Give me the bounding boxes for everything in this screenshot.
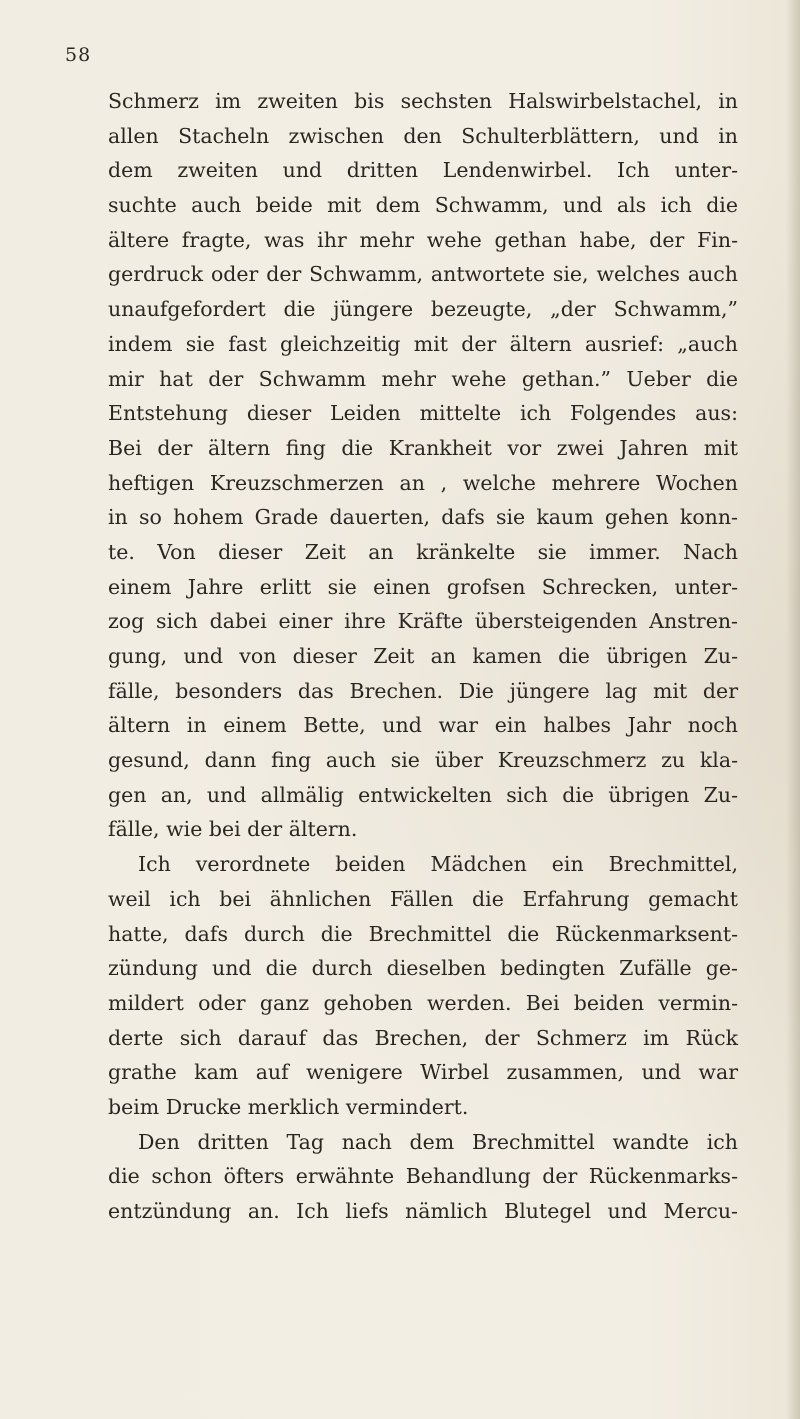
- text-line: einem Jahre erlitt sie einen grofsen Schrecken, unter-: [108, 574, 738, 599]
- text-line: die schon öfters erwähnte Behandlung der Rückenmarks-: [108, 1164, 738, 1189]
- text-line: Schmerz im zweiten bis sechsten Halswirbelstachel, in: [108, 89, 738, 113]
- page-edge-shadow: [786, 0, 800, 1419]
- page-number: 58: [65, 44, 92, 66]
- text-line: dem zweiten und dritten Lendenwirbel. Ich unter-: [108, 158, 738, 183]
- text-line: Bei der ältern fing die Krankheit vor zwei Jahren mit: [108, 435, 738, 460]
- text-line: gen an, und allmälig entwickelten sich die übrigen Zu-: [108, 782, 738, 807]
- text-line: fälle, besonders das Brechen. Die jüngere lag mit der: [108, 678, 738, 703]
- text-line: ältern in einem Bette, und war ein halbes Jahr noch: [108, 713, 738, 738]
- text-line: indem sie fast gleichzeitig mit der ältern ausrief: „auch: [108, 331, 738, 356]
- text-line: derte sich darauf das Brechen, der Schmerz im Rück: [108, 1025, 738, 1050]
- text-line: grathe kam auf wenigere Wirbel zusammen, und war: [108, 1060, 738, 1085]
- text-line: gung, und von dieser Zeit an kamen die übrigen Zu-: [108, 644, 738, 668]
- text-line: allen Stacheln zwischen den Schulterblättern, und in: [108, 123, 738, 148]
- text-line: in so hohem Grade dauerten, dafs sie kaum gehen konn-: [108, 505, 738, 530]
- text-line: mildert oder ganz gehoben werden. Bei beiden vermin-: [108, 990, 738, 1015]
- text-line: Entstehung dieser Leiden mittelte ich Folgendes aus:: [108, 401, 738, 426]
- text-line: Ich verordnete beiden Mädchen ein Brechmittel,: [138, 852, 738, 877]
- text-line: heftigen Kreuzschmerzen an , welche mehrere Wochen: [108, 470, 738, 495]
- text-line: gesund, dann fing auch sie über Kreuzschmerz zu kla-: [108, 748, 738, 773]
- text-line: unaufgefordert die jüngere bezeugte, „der Schwamm,”: [108, 297, 738, 322]
- text-line: zog sich dabei einer ihre Kräfte übersteigenden Anstren-: [108, 609, 738, 634]
- text-line: weil ich bei ähnlichen Fällen die Erfahrung gemacht: [108, 886, 738, 911]
- text-line: fälle, wie bei der ältern.: [108, 817, 358, 842]
- text-line: hatte, dafs durch die Brechmittel die Rückenmarksent-: [108, 921, 738, 946]
- text-line: entzündung an. Ich liefs nämlich Blutegel und Mercu-: [108, 1199, 738, 1223]
- text-line: Den dritten Tag nach dem Brechmittel wandte ich: [138, 1129, 738, 1154]
- text-line: zündung und die durch dieselben bedingten Zufälle ge-: [108, 956, 738, 981]
- text-line: beim Drucke merklich vermindert.: [108, 1094, 469, 1119]
- text-line: gerdruck oder der Schwamm, antwortete sie, welches auch: [108, 262, 738, 287]
- text-line: te. Von dieser Zeit an kränkelte sie immer. Nach: [108, 539, 738, 564]
- text-line: mir hat der Schwamm mehr wehe gethan.” Ueber die: [108, 366, 738, 391]
- text-line: ältere fragte, was ihr mehr wehe gethan habe, der Fin-: [108, 227, 738, 252]
- body-text: [108, 84, 738, 1229]
- text-line: suchte auch beide mit dem Schwamm, und als ich die: [108, 193, 738, 218]
